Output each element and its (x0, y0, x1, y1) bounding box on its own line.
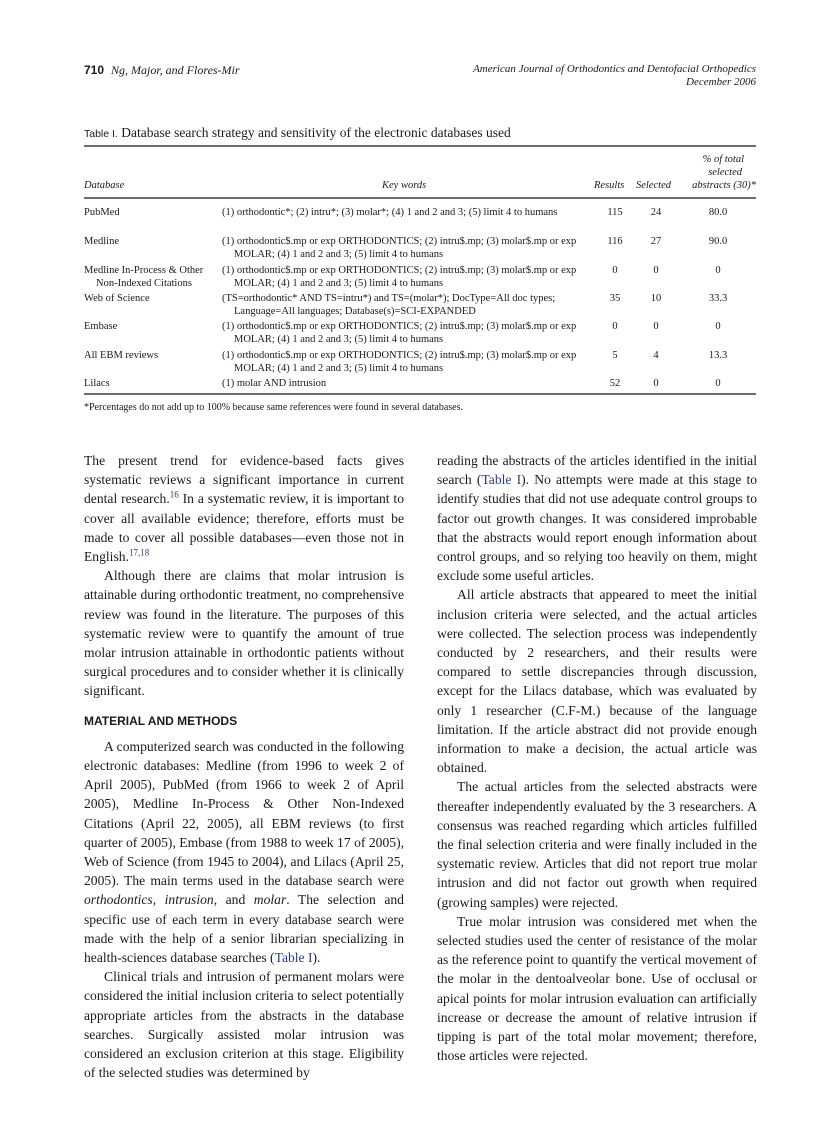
paragraph (84, 451, 404, 566)
cell-percent: 0 (715, 265, 721, 276)
paragraph: True molar intrusion was considered met when the selected studies used the center of resistance of the molar as the reference point to quantify the vertical movement of the molar in the dentoalveolar bone. Use of occlusal or apical points for molar intrusion evaluation can artificially increase or decrease the amount of relative intrusion if tipping is part of the total molar movement; therefore, those articles were rejected. (437, 913, 757, 1064)
table-footnote: *Percentages do not add up to 100% because same references were found in several databases. (84, 402, 464, 413)
cell-selected: 10 (650, 293, 662, 304)
col-header-percent-line1: % of total (702, 154, 744, 165)
italic-term: orthodontics, intrusion, (84, 892, 218, 908)
cell-results: 116 (607, 236, 623, 247)
cell-selected: 4 (653, 350, 659, 361)
paragraph: The actual articles from the selected abstracts were thereafter independently evaluated by the 3 researchers. A consensus was reached regarding which articles fulfilled the final selection criteria and were finally included in the systematic review. Articles that did not report true molar intrusion and did not factor out growth when required (growing samples) were rejected. (437, 779, 757, 910)
cell-database: Embase (84, 321, 118, 332)
cell-keywords: (1) orthodontic$.mp or exp ORTHODONTICS; (2) intru$.mp; (3) molar$.mp or exp MOLAR; (4) 1 and 2 and 3; (5) limit 4 to humans (222, 236, 577, 260)
cell-database: Medline (84, 236, 119, 247)
cell-percent: 0 (715, 378, 721, 389)
col-header-results: Results (594, 180, 625, 191)
cell-keywords: (1) molar AND intrusion (222, 378, 327, 389)
body-column-left (84, 451, 404, 1083)
cell-database: Medline In-Process & Other (84, 265, 204, 276)
cell-selected: 0 (653, 321, 659, 332)
text-span: reading the abstracts of the articles identified in the initial search ( (437, 453, 757, 488)
cell-keywords: (TS=orthodontic* AND TS=intru*) and TS=(molar*); DocType=All doc types; Language=All languages; Database(s)=SCI-EXPANDED (222, 293, 556, 317)
text-span: . The selection and specific use of each term in every database search were made with the help of a senior librarian specializing in health-sciences database searches ( (84, 892, 404, 966)
text-span: and (217, 892, 254, 908)
paragraph: Clinical trials and intrusion of permanent molars were considered the initial inclusion criteria to select potentially appropriate articles from the abstracts in the database searches. Surgically assisted molar intrusion was considered an exclusion criterion at this stage. Eligibility of the selected studies was determined by (84, 969, 404, 1081)
col-header-selected: Selected (636, 180, 671, 191)
cell-keywords: (1) orthodontic$.mp or exp ORTHODONTICS; (2) intru$.mp; (3) molar$.mp or exp MOLAR; (4) 1 and 2 and 3; (5) limit 4 to humans (222, 321, 577, 345)
cell-percent: 80.0 (708, 207, 728, 218)
text-span: ). No attempts were made at this stage to identify studies that did not use adequate control groups to factor out growth changes. It was considered improbable that the abstracts would report enough information about control groups, and so relying too heavily on them, might exclude some useful articles. (437, 472, 758, 584)
paragraph: Although there are claims that molar intrusion is attainable during orthodontic treatment, no comprehensive review was found in the literature. The purposes of this systematic review were to quantify the amount of true molar intrusion attainable in orthodontic patients without surgical procedures and to consider whether it is clinically significant. (84, 568, 404, 699)
journal-date: December 2006 (686, 76, 756, 88)
cell-percent: 0 (715, 321, 721, 332)
page-number: 710 (84, 63, 105, 77)
col-header-keywords: Key words (382, 180, 427, 191)
cell-database: Lilacs (84, 378, 110, 389)
cell-selected: 24 (650, 207, 662, 218)
table-header-rule (84, 197, 756, 199)
cell-results: 0 (612, 265, 618, 276)
body-column-right (437, 451, 757, 1066)
col-header-database: Database (84, 180, 125, 191)
running-head (84, 63, 756, 93)
cell-percent: 90.0 (708, 236, 728, 247)
col-header-percent (678, 153, 756, 192)
table-bottom-rule (84, 393, 756, 395)
cell-percent: 33.3 (708, 293, 728, 304)
cell-keywords: (1) orthodontic$.mp or exp ORTHODONTICS; (2) intru$.mp; (3) molar$.mp or exp MOLAR; (4) 1 and 2 and 3; (5) limit 4 to humans (222, 265, 577, 289)
cell-results: 52 (609, 378, 621, 389)
cell-percent: 13.3 (708, 350, 728, 361)
table-reference-link[interactable]: Table I (274, 950, 313, 966)
cell-results: 0 (612, 321, 618, 332)
cell-results: 115 (607, 207, 623, 218)
cell-keywords: (1) orthodontic$.mp or exp ORTHODONTICS; (2) intru$.mp; (3) molar$.mp or exp MOLAR; (4) 1 and 2 and 3; (5) limit 4 to humans (222, 350, 577, 374)
cell-database: PubMed (84, 207, 120, 218)
table-reference-link[interactable]: Table I (481, 472, 522, 488)
paragraph (437, 451, 757, 585)
cell-database-continued: Non-Indexed Citations (96, 278, 192, 289)
table-label: Table I. (84, 128, 118, 140)
cell-selected: 0 (653, 265, 659, 276)
cell-database: Web of Science (84, 293, 150, 304)
paragraph: All article abstracts that appeared to meet the initial inclusion criteria were selected, and the actual articles were collected. The selection process was independently conducted by 2 researchers, and their results were compared to settle discrepancies through discussion, except for the Lilacs database, which was evaluated by only 1 researcher (C.F-M.) because of the language limitation. If the article abstract did not provide enough information to make a decision, the actual article was obtained. (437, 587, 757, 776)
col-header-percent-line3: abstracts (30)* (692, 180, 756, 191)
table-caption (84, 125, 511, 141)
paragraph (84, 737, 404, 967)
running-head-journal (473, 63, 756, 89)
text-span: ). (312, 950, 321, 966)
italic-term: molar (253, 892, 287, 908)
cell-keywords: (1) orthodontic*; (2) intru*; (3) molar*; (4) 1 and 2 and 3; (5) limit 4 to humans (222, 207, 558, 218)
cell-database: All EBM reviews (84, 350, 159, 361)
text-span: The present trend for evidence-based facts gives systematic reviews a significant importance in current dental research. (84, 453, 404, 507)
journal-title: American Journal of Orthodontics and Dentofacial Orthopedics (473, 63, 756, 75)
table-title: Database search strategy and sensitivity of the electronic databases used (121, 125, 511, 140)
citation-link[interactable]: 17,18 (128, 547, 150, 558)
cell-selected: 0 (653, 378, 659, 389)
running-head-authors: Ng, Major, and Flores-Mir (111, 63, 240, 77)
table-top-rule (84, 145, 756, 147)
cell-results: 35 (609, 293, 621, 304)
text-span: In a systematic review, it is important to cover all available evidence; therefore, efforts must be made to cover all possible databases—even those not in English. (84, 491, 404, 565)
cell-results: 5 (612, 350, 618, 361)
section-heading: MATERIAL AND METHODS (84, 713, 238, 728)
citation-link[interactable]: 16 (169, 489, 179, 500)
text-span: A computerized search was conducted in the following electronic databases: Medline (from 1996 to week 2 of April 2005), PubMed (from 1966 to week 2 of April 2005), Medline In-Process & Other Non-Indexed Citations (April 22, 2005), all EBM reviews (to first quarter of 2005), Embase (from 1988 to week 17 of 2005), Web of Science (from 1945 to 2004), and Lilacs (April 25, 2005). The main terms used in the database search were (84, 738, 404, 889)
cell-selected: 27 (650, 236, 662, 247)
col-header-percent-line2: selected (708, 167, 742, 178)
